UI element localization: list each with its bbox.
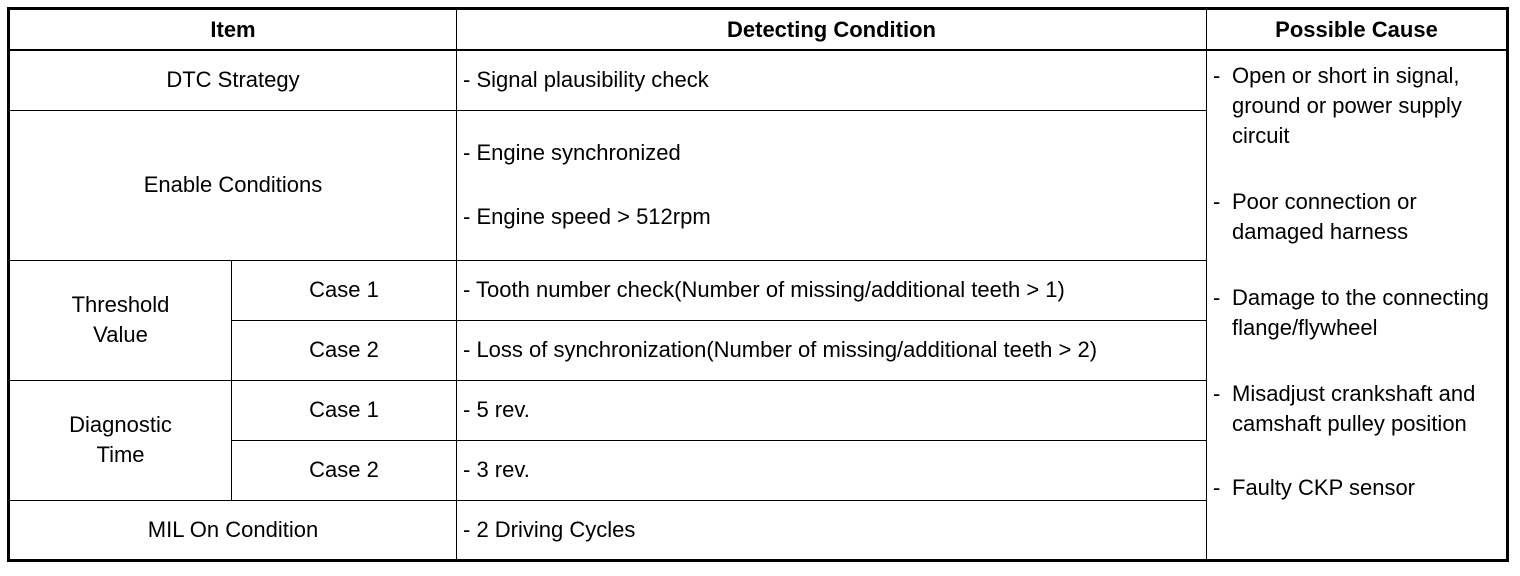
cause-text: Open or short in signal, ground or power supply circuit — [1232, 63, 1462, 148]
diagnostic-case-label: Case 2 — [232, 440, 457, 500]
dtc-table — [7, 7, 1509, 562]
cause-item — [1213, 283, 1502, 343]
threshold-case-label: Case 1 — [232, 260, 457, 320]
cause-dash: - — [1213, 285, 1221, 310]
header-row — [9, 9, 1508, 51]
threshold-label-line: Threshold — [71, 292, 170, 317]
cause-dash: - — [1213, 381, 1221, 406]
threshold-label-line: Value — [93, 322, 148, 347]
cause-item — [1213, 61, 1502, 151]
diagnostic-time-label — [9, 380, 232, 500]
dtc-strategy-label: DTC Strategy — [9, 50, 457, 110]
possible-cause-cell — [1207, 50, 1508, 560]
diagnostic-case-condition: - 5 rev. — [457, 380, 1207, 440]
threshold-case-label: Case 2 — [232, 320, 457, 380]
diagnostic-case-label: Case 1 — [232, 380, 457, 440]
cause-dash: - — [1213, 475, 1221, 500]
dtc-strategy-condition: - Signal plausibility check — [457, 50, 1207, 110]
enable-conditions-cell — [457, 110, 1207, 260]
diagnostic-label-line: Diagnostic — [69, 412, 172, 437]
cause-dash: - — [1213, 189, 1221, 214]
cause-dash: - — [1213, 63, 1221, 88]
cause-text: Misadjust crankshaft and camshaft pulley position — [1232, 381, 1476, 436]
header-detecting-condition: Detecting Condition — [457, 9, 1207, 51]
threshold-case-condition: - Tooth number check(Number of missing/additional teeth > 1) — [457, 260, 1207, 320]
cause-item — [1213, 187, 1502, 247]
cause-text: Faulty CKP sensor — [1232, 475, 1416, 500]
mil-on-condition-condition: - 2 Driving Cycles — [457, 500, 1207, 560]
diagnostic-case-condition: - 3 rev. — [457, 440, 1207, 500]
threshold-case-condition: - Loss of synchronization(Number of missing/additional teeth > 2) — [457, 320, 1207, 380]
enable-conditions-label: Enable Conditions — [9, 110, 457, 260]
header-item: Item — [9, 9, 457, 51]
enable-condition-line: - Engine synchronized — [463, 140, 681, 165]
threshold-value-label — [9, 260, 232, 380]
mil-on-condition-label: MIL On Condition — [9, 500, 457, 560]
diagnostic-label-line: Time — [96, 442, 145, 467]
cause-text: Poor connection or damaged harness — [1232, 189, 1417, 244]
header-possible-cause: Possible Cause — [1207, 9, 1508, 51]
row-dtc-strategy — [9, 50, 1508, 110]
cause-item — [1213, 379, 1502, 439]
enable-condition-line: - Engine speed > 512rpm — [463, 204, 711, 229]
cause-text: Damage to the connecting flange/flywheel — [1232, 285, 1489, 340]
cause-item — [1213, 473, 1502, 503]
